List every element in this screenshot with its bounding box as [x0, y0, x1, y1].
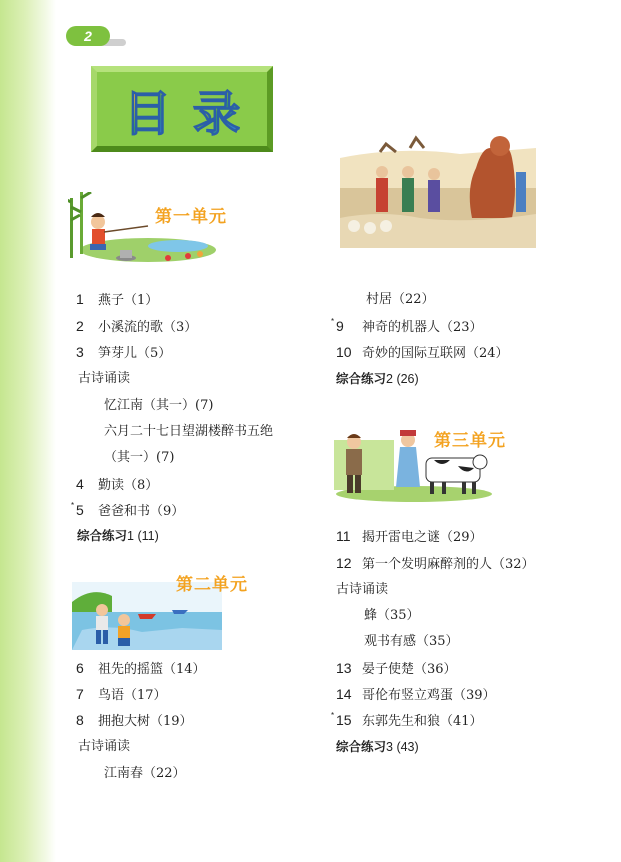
unit2-title: 第二单元	[176, 575, 248, 595]
toc-entry-7	[76, 686, 167, 704]
toc-entry-2	[76, 318, 197, 336]
entry-number: 1	[76, 291, 84, 307]
entry-title: 神奇的机器人（23）	[362, 320, 483, 335]
entry-number: 7	[76, 686, 84, 702]
unit3-title: 第三单元	[434, 431, 506, 451]
toc-entry-4	[76, 476, 158, 494]
entry-number: * 9	[336, 318, 362, 334]
toc-entry-poem	[364, 634, 459, 650]
entry-title: 东郭先生和狼（41）	[362, 714, 483, 729]
entry-title: 晏子使楚（36）	[362, 662, 457, 677]
silk-road-illustration	[340, 128, 536, 248]
exercise-page: 2 (26)	[386, 372, 419, 386]
entry-title: 古诗诵读	[336, 582, 389, 597]
toc-entry-15	[331, 711, 483, 730]
toc-entry-5	[71, 501, 185, 520]
unit1-title: 第一单元	[155, 207, 227, 227]
entry-title: 笋芽儿（5）	[98, 346, 172, 361]
entry-number: 12	[336, 555, 352, 571]
toc-entry-3	[76, 344, 171, 362]
toc-section-ancient-poems	[78, 739, 130, 755]
toc-entry-poem-cont	[104, 450, 174, 466]
entry-title: 第一个发明麻醉剂的人（32）	[362, 557, 535, 572]
exercise-label: 综合练习	[77, 528, 128, 543]
entry-title: 蜂（35）	[364, 608, 420, 623]
toc-entry-poem	[364, 608, 420, 624]
exercise-label: 综合练习	[336, 371, 387, 386]
toc-entry-poem	[104, 766, 186, 782]
entry-title: 爸爸和书（9）	[98, 504, 185, 519]
toc-entry-9	[331, 317, 483, 336]
entry-number: 13	[336, 660, 352, 676]
optional-mark: *	[331, 711, 335, 720]
toc-entry-8	[76, 712, 193, 730]
entry-number: * 5	[76, 502, 98, 518]
entry-title: 燕子（1）	[98, 293, 159, 308]
entry-title: 观书有感（35）	[364, 634, 459, 649]
entry-number: 4	[76, 476, 84, 492]
toc-title-block	[91, 66, 273, 152]
entry-title: 江南春（22）	[104, 766, 186, 781]
optional-mark: *	[331, 317, 335, 326]
toc-section-ancient-poems	[336, 582, 388, 598]
optional-mark: *	[71, 501, 75, 510]
toc-exercise-2	[336, 371, 419, 387]
entry-number: 3	[76, 344, 84, 360]
entry-title: 哥伦布竖立鸡蛋（39）	[362, 688, 496, 703]
toc-title-char-2: 录	[192, 75, 240, 144]
entry-title: 小溪流的歌（3）	[98, 320, 198, 335]
entry-title: 祖先的摇篮（14）	[98, 662, 206, 677]
toc-entry-14	[336, 686, 496, 704]
toc-entry-6	[76, 660, 206, 678]
exercise-label: 综合练习	[336, 739, 387, 754]
entry-title: 六月二十七日望湖楼醉书五绝	[104, 424, 274, 439]
toc-exercise-3	[336, 739, 419, 755]
toc-section-ancient-poems	[78, 371, 130, 387]
entry-title: 拥抱大树（19）	[98, 714, 193, 729]
entry-title: 古诗诵读	[78, 371, 131, 386]
entry-title: 勤读（8）	[98, 478, 159, 493]
entry-title: 鸟语（17）	[98, 688, 167, 703]
entry-title: 揭开雷电之谜（29）	[362, 530, 483, 545]
entry-title: 村居（22）	[366, 292, 435, 307]
toc-title-char-1: 目	[123, 75, 171, 144]
toc-entry-12	[336, 555, 535, 573]
entry-number: 6	[76, 660, 84, 676]
page-number: 2	[66, 26, 110, 46]
exercise-page: 1 (11)	[127, 529, 159, 543]
entry-number: 11	[336, 528, 351, 544]
entry-title: （其一）(7)	[104, 450, 175, 465]
entry-title: 奇妙的国际互联网（24）	[362, 346, 509, 361]
entry-title: 忆江南（其一）(7)	[104, 398, 214, 413]
entry-title: 古诗诵读	[78, 739, 131, 754]
entry-number: 14	[336, 686, 352, 702]
toc-entry-11	[336, 528, 483, 546]
toc-entry-poem	[104, 398, 213, 414]
toc-entry-10	[336, 344, 509, 362]
entry-number: 2	[76, 318, 84, 334]
entry-number: 10	[336, 344, 352, 360]
side-color-strip	[0, 0, 56, 862]
entry-number: 8	[76, 712, 84, 728]
toc-entry-poem	[366, 292, 435, 308]
toc-entry-1	[76, 291, 158, 309]
entry-number: * 15	[336, 712, 362, 728]
toc-entry-13	[336, 660, 457, 678]
exercise-page: 3 (43)	[386, 740, 419, 754]
toc-entry-poem	[104, 424, 273, 440]
toc-exercise-1	[77, 528, 159, 544]
